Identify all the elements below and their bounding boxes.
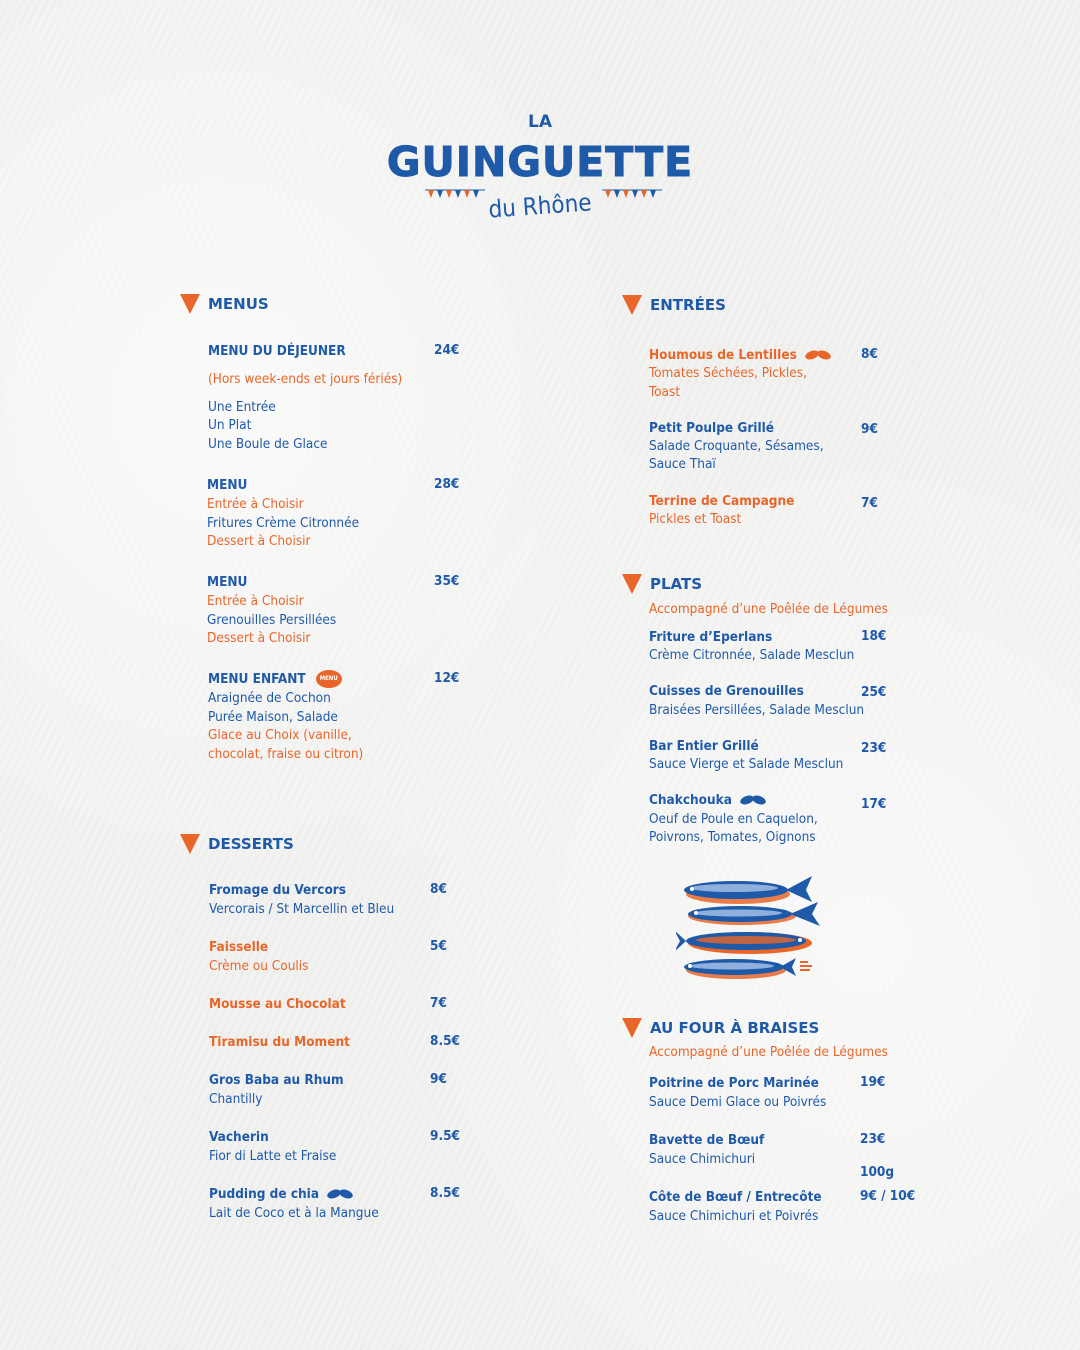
four-heading-label: AU FOUR À BRAISES	[650, 1019, 820, 1037]
vegan-leaf-icon	[327, 1188, 353, 1200]
entree-desc: Salade Croquante, Sésames,	[649, 438, 824, 454]
dessert-desc: Fior di Latte et Fraise	[209, 1148, 337, 1164]
menu-dejeuner-line3: Une Boule de Glace	[208, 436, 328, 452]
dessert-price: 5€	[430, 938, 447, 954]
plat-desc: Sauce Vierge et Salade Mesclun	[649, 756, 844, 772]
menu-dejeuner-note: (Hors week-ends et jours fériés)	[208, 371, 403, 387]
dessert-price: 9€	[430, 1071, 447, 1087]
menu-dejeuner-line2: Un Plat	[208, 417, 252, 433]
dessert-price: 8.5€	[430, 1033, 460, 1049]
four-name: Côte de Bœuf / Entrecôte	[649, 1189, 822, 1205]
four-name: Bavette de Bœuf	[649, 1132, 765, 1148]
menu-enfant-line4: chocolat, fraise ou citron)	[208, 746, 364, 762]
menu35-line1: Entrée à Choisir	[207, 593, 304, 609]
plats-heading	[622, 574, 702, 594]
entree-price: 9€	[861, 421, 878, 437]
plat-desc: Braisées Persillées, Salade Mesclun	[649, 702, 865, 718]
entree-name: Terrine de Campagne	[649, 493, 795, 509]
entree-desc: Tomates Séchées, Pickles,	[649, 365, 807, 381]
plat-name-row	[649, 791, 766, 809]
plat-desc: Crème Citronnée, Salade Mesclun	[649, 647, 855, 663]
desserts-heading	[180, 834, 294, 854]
four-desc: Sauce Chimichuri et Poivrés	[649, 1208, 819, 1224]
plat-desc: Oeuf de Poule en Caquelon,	[649, 811, 818, 827]
entrees-heading-label: ENTRÉES	[650, 296, 726, 314]
menu35-price: 35€	[434, 573, 460, 589]
menu28-price: 28€	[434, 476, 460, 492]
four-desc: Sauce Chimichuri	[649, 1151, 756, 1167]
plat-name: Friture d’Eperlans	[649, 629, 773, 645]
plat-name: Cuisses de Grenouilles	[649, 683, 804, 699]
plats-note: Accompagné d’une Poêlée de Légumes	[649, 601, 888, 617]
plat-name: Chakchouka	[649, 792, 732, 808]
triangle-icon	[622, 574, 642, 594]
dessert-name: Mousse au Chocolat	[209, 996, 346, 1012]
dessert-name: Fromage du Vercors	[209, 882, 347, 898]
menu-enfant-line3: Glace au Choix (vanille,	[208, 727, 352, 743]
menu35-line2: Grenouilles Persillées	[207, 612, 337, 628]
dessert-name-row	[209, 1185, 353, 1203]
dessert-price: 8.5€	[430, 1185, 460, 1201]
vegan-leaf-icon	[740, 794, 766, 806]
entree-desc: Sauce Thaï	[649, 456, 716, 472]
dessert-name: Gros Baba au Rhum	[209, 1072, 344, 1088]
menu35-name: MENU	[207, 574, 248, 590]
menu-enfant-line2: Purée Maison, Salade	[208, 709, 338, 725]
four-price: 9€ / 10€	[860, 1188, 916, 1204]
sardines-illustration-icon	[676, 870, 828, 986]
entree-price: 8€	[861, 346, 878, 362]
dessert-desc: Vercorais / St Marcellin et Bleu	[209, 901, 395, 917]
logo-title: GUINGUETTE	[386, 138, 694, 186]
menu-dejeuner-price: 24€	[434, 342, 460, 358]
menu28-line3: Dessert à Choisir	[207, 533, 311, 549]
dessert-desc: Chantilly	[209, 1091, 263, 1107]
plat-price: 25€	[861, 684, 887, 700]
entree-price: 7€	[861, 495, 878, 511]
logo-la: LA	[528, 112, 552, 132]
four-name: Poitrine de Porc Marinée	[649, 1075, 819, 1091]
vegan-leaf-icon	[805, 349, 831, 361]
menu-enfant-line1: Araignée de Cochon	[208, 690, 331, 706]
plat-price: 17€	[861, 796, 887, 812]
triangle-icon	[180, 834, 200, 854]
menu-enfant-name	[208, 670, 342, 688]
menus-heading-label: MENUS	[208, 295, 269, 313]
menu28-name: MENU	[207, 477, 248, 493]
menu28-line2: Fritures Crème Citronnée	[207, 515, 360, 531]
entree-desc: Toast	[649, 384, 681, 400]
dessert-price: 9.5€	[430, 1128, 460, 1144]
four-desc: Sauce Demi Glace ou Poivrés	[649, 1094, 827, 1110]
entrees-heading	[622, 295, 726, 315]
four-price: 23€	[860, 1131, 886, 1147]
triangle-icon	[180, 294, 200, 314]
plats-heading-label: PLATS	[650, 575, 703, 593]
plat-name: Bar Entier Grillé	[649, 738, 759, 754]
dessert-name: Faisselle	[209, 939, 269, 955]
plat-price: 23€	[861, 740, 887, 756]
menu-enfant-label: MENU ENFANT	[208, 671, 306, 687]
logo-subtitle: du Rhône	[487, 188, 593, 224]
menu-enfant-price: 12€	[434, 670, 460, 686]
entree-desc: Pickles et Toast	[649, 511, 742, 527]
entree-name: Houmous de Lentilles	[649, 347, 797, 363]
kids-menu-badge-icon: MENU	[316, 670, 342, 688]
four-note: Accompagné d’une Poêlée de Légumes	[649, 1044, 888, 1060]
plat-desc: Poivrons, Tomates, Oignons	[649, 829, 816, 845]
menus-heading	[180, 294, 269, 314]
dessert-price: 8€	[430, 881, 447, 897]
entree-name: Petit Poulpe Grillé	[649, 420, 775, 436]
plat-price: 18€	[861, 628, 887, 644]
triangle-icon	[622, 295, 642, 315]
menu28-line1: Entrée à Choisir	[207, 496, 304, 512]
menu-dejeuner-line1: Une Entrée	[208, 399, 276, 415]
desserts-heading-label: DESSERTS	[208, 835, 294, 853]
dessert-price: 7€	[430, 995, 447, 1011]
four-price: 19€	[860, 1074, 886, 1090]
menu35-line3: Dessert à Choisir	[207, 630, 311, 646]
four-heading	[622, 1018, 819, 1038]
four-unit: 100g	[860, 1164, 895, 1180]
menu-dejeuner-name: MENU DU DÉJEUNER	[208, 343, 346, 359]
dessert-name: Vacherin	[209, 1129, 269, 1145]
triangle-icon	[622, 1018, 642, 1038]
dessert-desc: Crème ou Coulis	[209, 958, 309, 974]
entree-name-row	[649, 346, 831, 364]
dessert-name: Tiramisu du Moment	[209, 1034, 350, 1050]
dessert-desc: Lait de Coco et à la Mangue	[209, 1205, 379, 1221]
dessert-name: Pudding de chia	[209, 1186, 320, 1202]
